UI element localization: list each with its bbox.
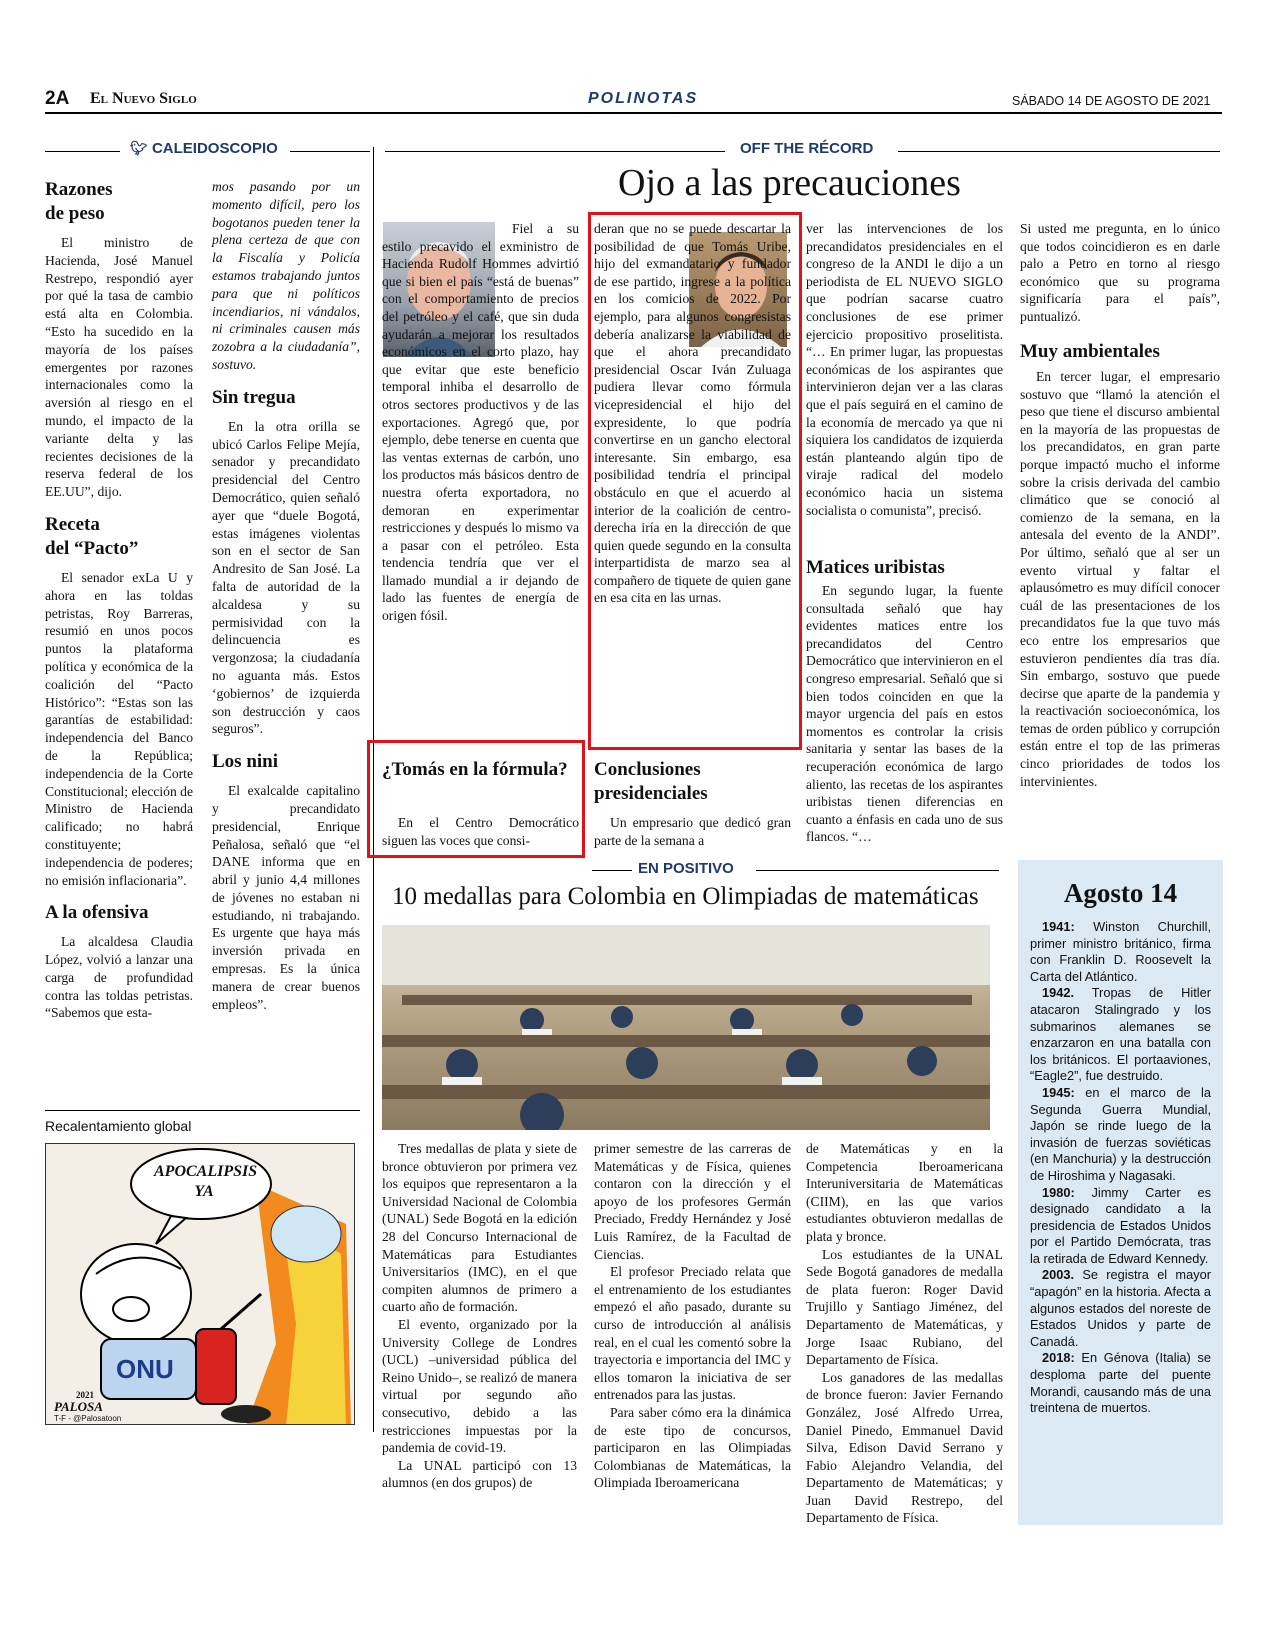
cartoon-credit: T-F - @Palosatoon <box>54 1414 122 1423</box>
subhead-matices: Matices uribistas <box>806 557 945 578</box>
positivo-col2: primer semestre de las carreras de Matemáticas y de Física, quienes contaron con la dirección y el apoyo de los profesores Germán Preciado, Freddy Hernández y José Luis Ramírez, de la Facultad de Ciencias. El profesor Preciado relata que el entrenamiento de los estudiantes empezó el año pasado, durante su curso de introducción al análisis real, en el cual les comentó sobre la trayectoria e importancia del IMC y ellos tomaron la iniciativa de ser entrenados para las justas. Para saber cómo era la dinámica de este tipo de concursos, participaron en las Olimpiadas Colombianas de Matemáticas, la Olimpiada Iberoamericana <box>594 1141 791 1491</box>
item-body: El ministro de Hacienda, José Manuel Restrepo, respondió ayer por qué la tasa de cambio está alta en Colombia. “Esto ha sucedido en la mayoría de los países emergentes por razones internacionales como la aversión al riesgo en el mundo, el impacto de la variante delta y las recientes decisiones de la reserva federal de los EE.UU”, dijo. <box>45 235 193 500</box>
positivo-headline: 10 medallas para Colombia en Olimpiadas de matemáticas <box>392 883 979 910</box>
positivo-col1: Tres medallas de plata y siete de bronce obtuvieron por primera vez los equipos que representaron a la Universidad Nacional de Colombia (UNAL) Sede Bogotá en la edición 28 del Concurso Internacional de Matemáticas para Estudiantes Universitarios (IMC), en el que compiten alumnos de primero a cuarto año de formación. El evento, organizado por la University College de Londres (UCL) –universidad pública del Reino Unido–, se realizó de manera virtual por segundo año consecutivo, debido a las restricciones impuestas por la pandemia de covid-19. La UNAL participó con 13 alumnos (en dos grupos) de <box>382 1141 577 1491</box>
item-body: La alcaldesa Claudia López, volvió a lanzar una carga de profundidad contra las toldas petristas. “Sabemos que esta- <box>45 934 193 1021</box>
cartoon-sign-text: ONU <box>116 1354 174 1384</box>
section-title: POLINOTAS <box>588 90 699 107</box>
timeline-entry: 2018: En Génova (Italia) se desploma parte del puente Morandi, causando más de una treintena de muertos. <box>1030 1350 1211 1416</box>
positivo-label: EN POSITIVO <box>638 860 734 877</box>
timeline-entry: 1942. Tropas de Hitler atacaron Stalingrado y los submarinos alemanes se enzarzaron en una batalla con los británicos. El portaaviones, “Eagle2”, fue destruido. <box>1030 985 1211 1084</box>
rule <box>45 1110 360 1111</box>
offrecord-col1: Fiel a su estilo precavido el exministro de Hacienda Rudolf Hommes advirtió que si bien el país “está de buenas” con el comportamiento de precios del petróleo y el café, que sin duda ayudarán a mejorar los resultados económicos en el corto plazo, hay que evitar que este beneficio temporal inhiba el desarrollo de otros sectores productivos y de las exportaciones. Agregó que, por ejemplo, debe tenerse en cuenta que las ventas externas de carbón, uno los productos más básicos dentro de nuestra oferta exportadora, no demoran en experimentar restricciones y después lo mismo va a pasar con el petróleo. Esta tendencia tendría que ver el llamado mundial a ir dejando de lado las fuentes de energía de origen fósil. <box>382 221 579 624</box>
item-title: Receta del “Pacto” <box>45 513 139 559</box>
item-title: Los nini <box>212 751 279 773</box>
cartoon-year: 2021 <box>76 1390 94 1400</box>
rule <box>45 151 120 152</box>
agosto-sidebar <box>1018 860 1223 1525</box>
issue-date: SÁBADO 14 DE AGOSTO DE 2021 <box>1012 94 1211 108</box>
cartoon-frame <box>45 1143 355 1425</box>
subhead-tomas: ¿Tomás en la fórmula? <box>382 759 568 780</box>
timeline-entry: 1941: Winston Churchill, primer ministro británico, firma con Franklin D. Roosevelt la Carta del Atlántico. <box>1030 919 1212 984</box>
rule <box>898 151 1220 152</box>
timeline-entry: 1945: en el marco de la Segunda Guerra Mundial, Japón se rinde luego de la invasión de fuerzas soviéticas (en Manchuria) y la destrucción de Hiroshima y Nagasaki. <box>1030 1084 1211 1183</box>
subhead-tomas-body: En el Centro Democrático siguen las voces que consi- <box>382 815 579 848</box>
paper-name: El Nuevo Siglo <box>90 90 197 107</box>
exam-hall-photo <box>382 925 990 1130</box>
item-title: A la ofensiva <box>45 902 149 924</box>
item-body: En la otra orilla se ubicó Carlos Felipe Mejía, senador y precandidato presidencial del Centro Democrático, quien señaló ayer que “duele Bogotá, estas imágenes violentas son en el sector de San Andresito de San José. La falta de autoridad de la alcaldesa y su permisividad con la delincuencia es vergonzosa; la ciudadanía no aguanta más. Estos ‘gobiernos’ de izquierda son destrucción y caos seguros”. <box>212 418 360 737</box>
page-number: 2A <box>45 88 70 109</box>
timeline-entry: 2003. Se registra el mayor “apagón” en la historia. Afecta a algunos estados del noreste de Estados Unidos y parte de Canadá. <box>1030 1267 1211 1349</box>
offrecord-col2: deran que no se puede descartar la posibilidad de que Tomás Uribe, hijo del exmandatario y fundador de ese partido, ingrese a la política en los comicios de 2022. Por ejemplo, para algunos congresistas debería analizarse la viabilidad de que el ahora precandidato presidencial Oscar Iván Zuluaga pudiera llevar como fórmula vicepresidencial el hijo del expresidente, lo que podría convertirse en un gancho electoral interesante. Sin embargo, esa posibilidad tendría el principal obstáculo en que el acuerdo al interior de la coalición de centro-derecha iría en la dirección de que quien quede segundo en la consulta interpartidista de marzo sea al compañero de tiquete de quien gane en esa cita en las urnas. <box>594 221 791 606</box>
offrecord-col4a: Si usted me pregunta, en lo único que todos coincidieron es en darle palo a Petro en torno al riesgo económico que su programa significaría para el país”, puntualizó. <box>1020 221 1220 324</box>
offrecord-col3a: ver las intervenciones de los precandidatos presidenciales en el congreso de la ANDI le dijo a un periodista de EL NUEVO SIGLO que podrían sacarse cuatro conclusiones de ese primer ejercicio propositivo proselitista. “… En primer lugar, las propuestas económicas de los aspirantes que intervinieron dejan ver a las claras que el país seguirá en el camino de la economía de mercado ya que ni siquiera los candidatos de izquierda están planteando algún tipo de viraje radical del modelo económico hacia un sistema socialista o comunista”, precisó. <box>806 221 1003 518</box>
bird-icon: 🐦︎ <box>130 140 148 156</box>
timeline-entry: 1980: Jimmy Carter es designado candidato a la presidencia de Estados Unidos por el Partido Demócrata, tras la retirada de Edward Kennedy. <box>1030 1184 1211 1266</box>
cartoon-caption: Recalentamiento global <box>45 1118 192 1134</box>
offrecord-col3b: En segundo lugar, la fuente consultada señaló que hay evidentes matices entre los precandidatos del Centro Democrático que intervinieron en el congreso empresarial. Señaló que si bien todos coinciden en que la mayor urgencia del país en estos momentos es controlar la crisis sanitaria y sentar las bases de la recuperación económica de largo aliento, las recetas de los aspirantes uribistas tienen diferencias en cuanto a énfasis en cada uno de sus flancos. “… <box>806 583 1003 845</box>
caleidoscopio-label: 🐦︎ CALEIDOSCOPIO <box>130 140 278 157</box>
caleido-col2 <box>212 178 360 1013</box>
subhead-conclusiones-body: Un empresario que dedicó gran parte de la semana a <box>594 815 791 848</box>
item-title: Razones de peso <box>45 179 113 224</box>
header-rule <box>45 112 1222 114</box>
item-body: mos pasando por un momento difícil, pero los bogotanos pueden tener la plena certeza de que con la Fiscalía y Policía estamos trabajando juntos para que ni políticos incendiarios, ni vándalos, ni criminales causen más zozobra a la ciudadanía”, sostuvo. <box>212 179 360 372</box>
positivo-col3: de Matemáticas y en la Competencia Iberoamericana Interuniversitaria de Matemáticas (CIIM), en las que varios estudiantes obtuvieron medallas de plata y bronce. Los estudiantes de la UNAL Sede Bogotá ganadores de medalla de plata fueron: Roger David Trujillo y Santiago Jiménez, del Departamento de Matemáticas, y Jorge Isaac Rubiano, del Departamento de Física. Los ganadores de las medallas de bronce fueron: Javier Fernando González, José Alfredo Urrea, Daniel Pinedo, Emmanuel David Silva, Edison David Serrano y Fabio Alejandro Velandia, del Departamento de Matemáticas; y Juan David Restrepo, del Departamento de Física. <box>806 1141 1003 1526</box>
offrecord-headline: Ojo a las precauciones <box>618 162 961 204</box>
rule <box>385 151 725 152</box>
agosto-timeline <box>1030 919 1211 1417</box>
offrecord-label: OFF THE RÉCORD <box>740 140 874 157</box>
item-body: El exalcalde capitalino y precandidato presidencial, Enrique Peñalosa, señaló que “el DANE informa que en abril y junio 4,4 millones de jóvenes no estaban ni estudiando, ni trabajando. Es urgente que haya más inversión privada en empresas. Es la única manera de crear buenos empleos”. <box>212 783 360 1012</box>
subhead-conclusiones: Conclusiones presidenciales <box>594 759 708 804</box>
rule <box>756 870 999 871</box>
offrecord-col4b: En tercer lugar, el empresario sostuvo que “llamó la atención el peso que tiene el discurso ambiental en la mayoría de las propuestas de los precandidatos, en gran parte porque impactó mucho el informe sobre la crisis derivada del cambio climático que se conoció al comienzo de la semana, en la antesala del evento de la ANDI”. Por último, señaló que al ser un evento virtual y faltar el aplausómetro es muy difícil conocer cuál de las presentaciones de los precandidatos fue la que tuvo más eco entre los empresarios que estuvieron pendientes día tras día. Sin embargo, sostuvo que puede decirse que aparte de la pandemia y la reactivación socioeconómica, los temas de orden público y corrupción están entre el top de las primeras cinco prioridades de todos los intervinientes. <box>1020 369 1220 789</box>
highlight-box-col2 <box>588 212 802 750</box>
highlight-box-tomas <box>367 740 585 858</box>
cartoon-author: PALOSA <box>54 1399 103 1414</box>
subhead-ambientales: Muy ambientales <box>1020 341 1160 362</box>
rule <box>290 151 370 152</box>
agosto-title: Agosto 14 <box>1063 878 1178 908</box>
cartoon-bubble-text: APOCALIPSIS YA <box>154 1163 258 1200</box>
item-title: Sin tregua <box>212 386 296 408</box>
caleido-col1 <box>45 178 193 1022</box>
item-body: El senador exLa U y ahora en las toldas petristas, Roy Barreras, resumió en unos pocos puntos la plataforma política y económica de la coalición del “Pacto Histórico”: “Estas son las garantías de estabilidad: independencia del Banco de la República; independencia de la Corte Constitucional; elección de Ministro de Hacienda calificado; no habrá constituyente; independencia de poderes; no emisión inflacionaria”. <box>45 569 193 888</box>
rule <box>592 870 632 871</box>
